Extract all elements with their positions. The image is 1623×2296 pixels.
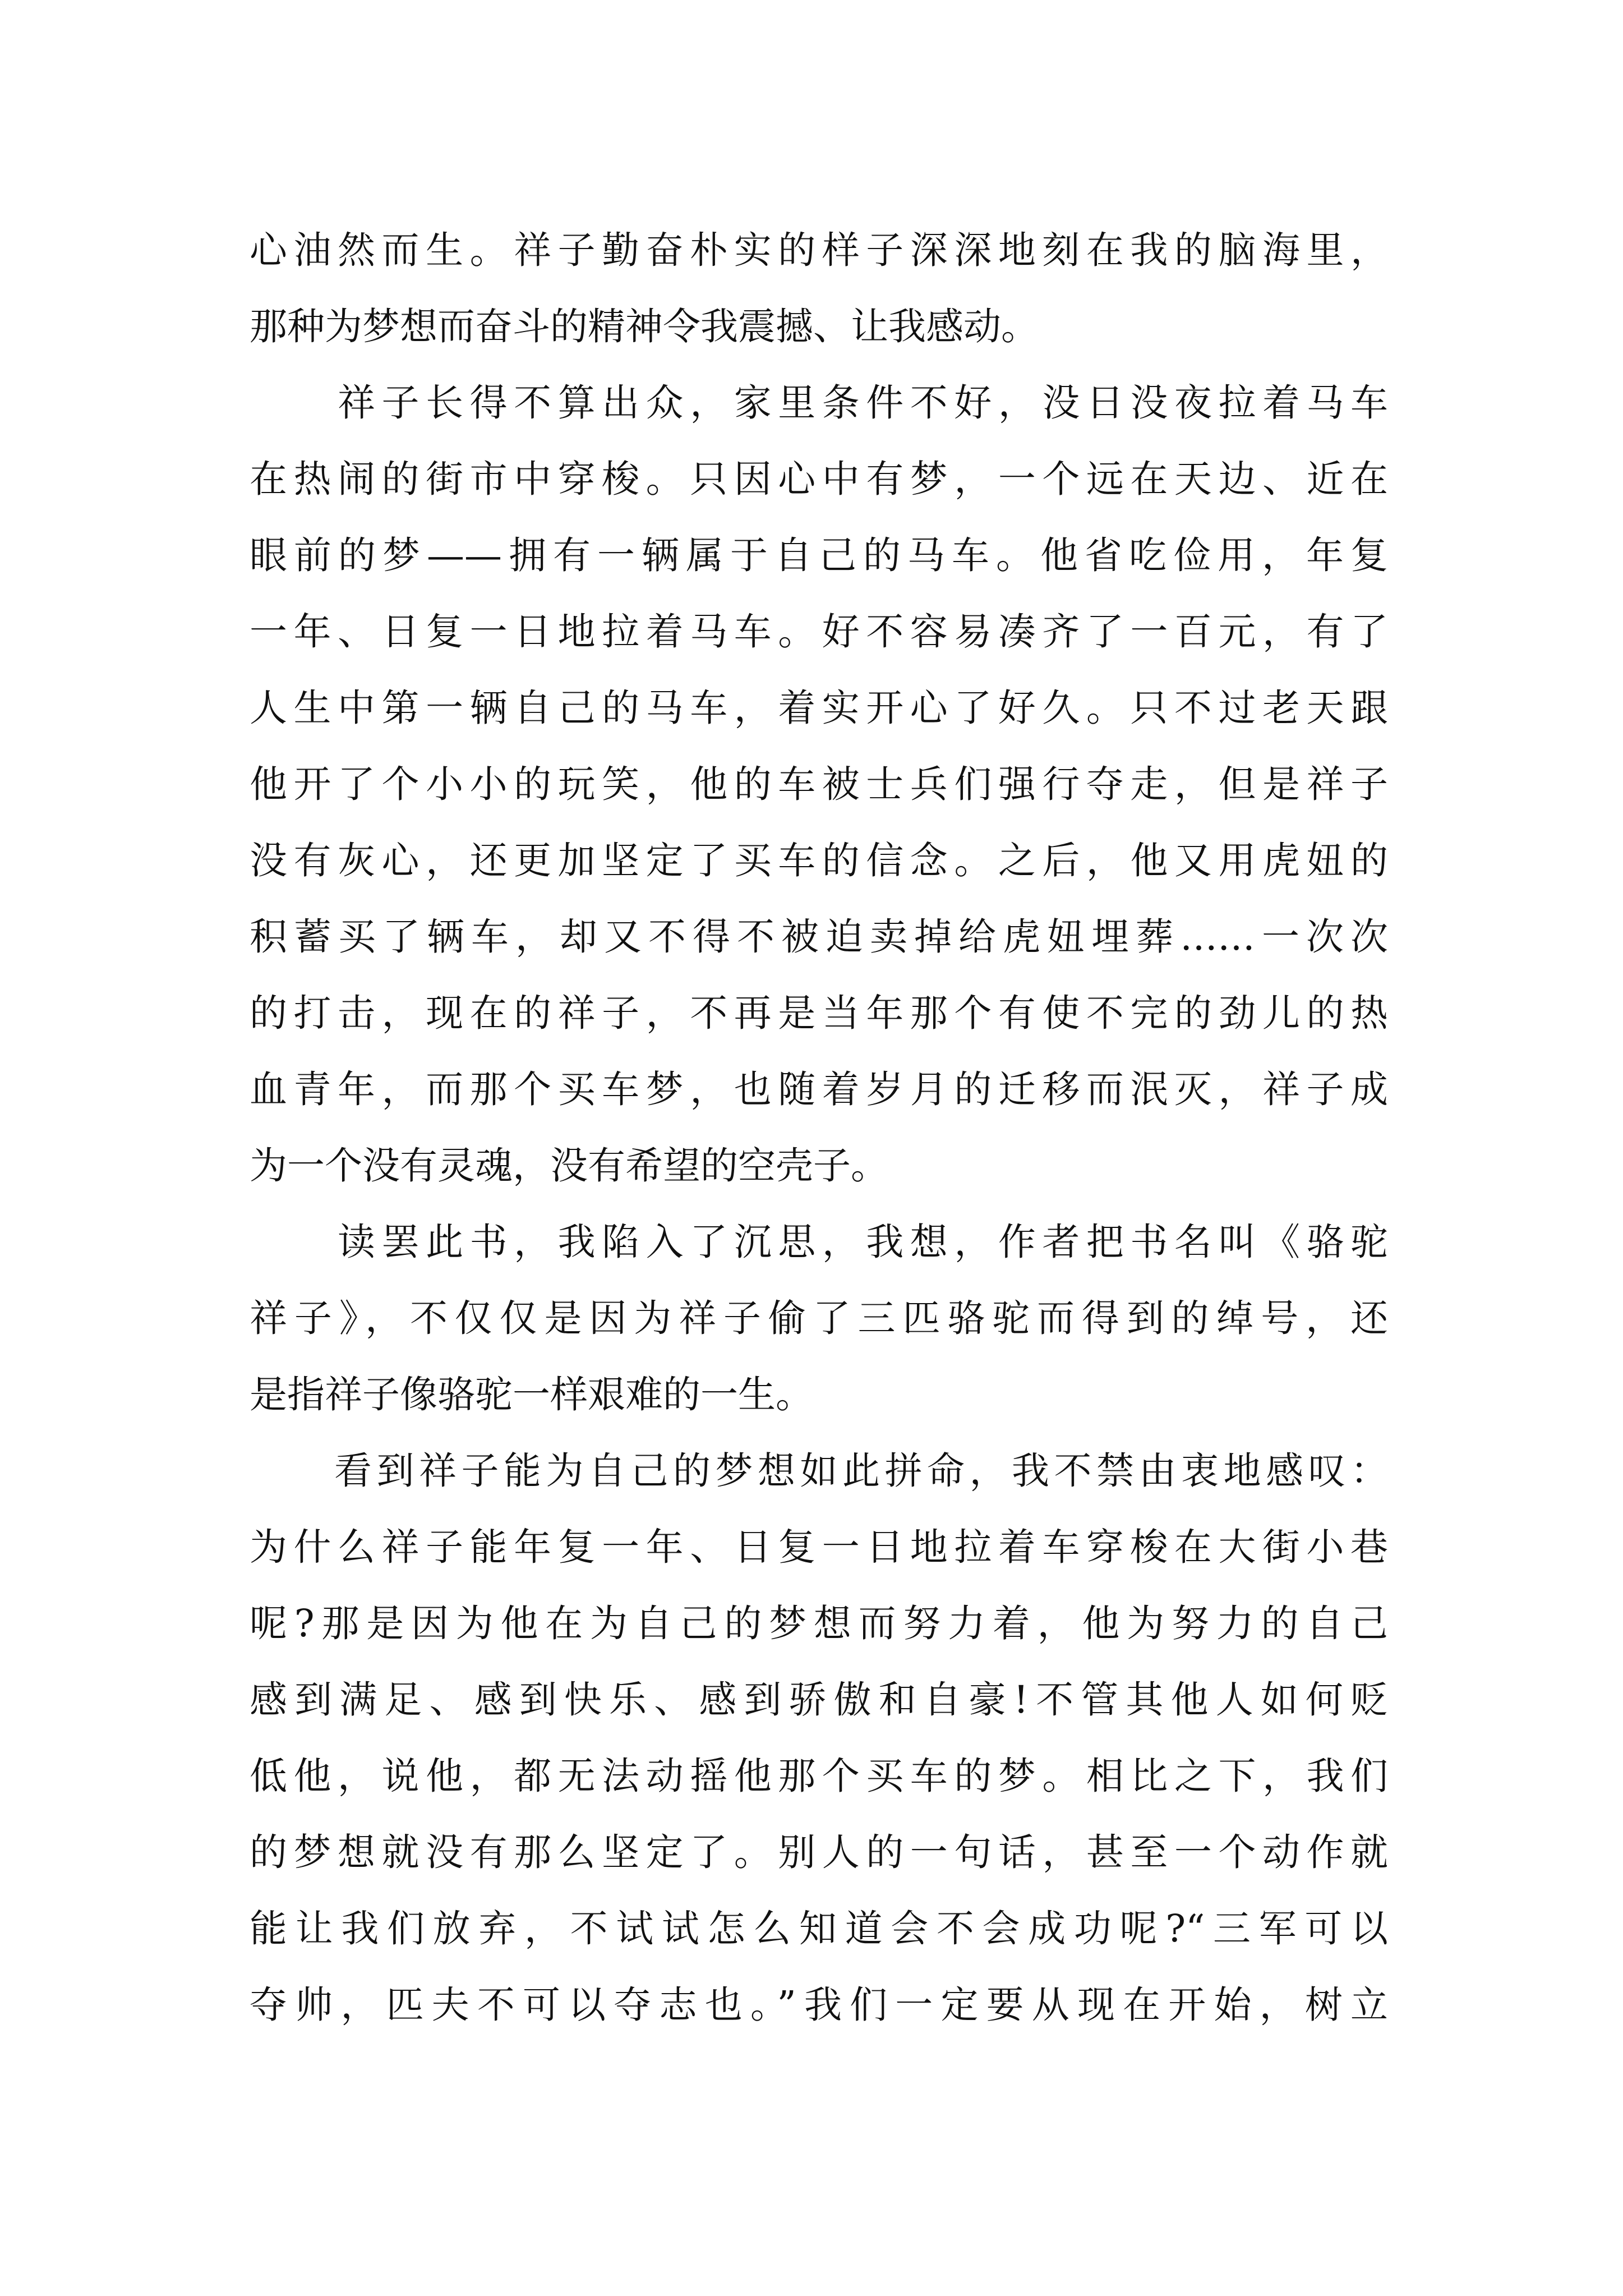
text-line: 低他，说他，都无法动摇他那个买车的梦。相比之下，我们 <box>250 1754 1388 1798</box>
text-line: 看到祥子能为自己的梦想如此拼命，我不禁由衷地感叹： <box>250 1449 1388 1493</box>
text-line: 是指祥子像骆驼一样艰难的一生。 <box>250 1373 813 1416</box>
text-line: 积蓄买了辆车，却又不得不被迫卖掉给虎妞埋葬……一次次 <box>250 915 1388 959</box>
text-line: 心油然而生。祥子勤奋朴实的样子深深地刻在我的脑海里， <box>250 228 1388 272</box>
paragraph <box>250 365 1388 1204</box>
text-line: 为什么祥子能年复一年、日复一日地拉着车穿梭在大街小巷 <box>250 1525 1388 1569</box>
document-body <box>250 212 1388 2043</box>
text-line: 的打击，现在的祥子，不再是当年那个有使不完的劲儿的热 <box>250 991 1388 1035</box>
text-line: 血青年，而那个买车梦，也随着岁月的迁移而泯灭，祥子成 <box>250 1068 1388 1111</box>
text-line: 夺帅，匹夫不可以夺志也。”我们一定要从现在开始，树立 <box>250 1983 1388 2027</box>
text-line: 没有灰心，还更加坚定了买车的信念。之后，他又用虎妞的 <box>250 839 1388 882</box>
text-line: 一年、日复一日地拉着马车。好不容易凑齐了一百元，有了 <box>250 610 1388 654</box>
paragraph <box>250 1433 1388 2043</box>
text-line: 他开了个小小的玩笑，他的车被士兵们强行夺走，但是祥子 <box>250 762 1388 806</box>
text-line: 读罢此书，我陷入了沉思，我想，作者把书名叫《骆驼 <box>250 1220 1388 1264</box>
text-line: 呢?那是因为他在为自己的梦想而努力着，他为努力的自己 <box>250 1602 1388 1645</box>
text-line: 为一个没有灵魂，没有希望的空壳子。 <box>250 1144 888 1188</box>
text-line: 感到满足、感到快乐、感到骄傲和自豪!不管其他人如何贬 <box>250 1678 1388 1722</box>
text-line: 眼前的梦——拥有一辆属于自己的马车。他省吃俭用，年复 <box>250 533 1388 577</box>
text-line: 祥子》，不仅仅是因为祥子偷了三匹骆驼而得到的绰号，还 <box>250 1296 1388 1340</box>
text-line: 那种为梦想而奋斗的精神令我震撼、让我感动。 <box>250 305 1039 348</box>
text-line: 的梦想就没有那么坚定了。别人的一句话，甚至一个动作就 <box>250 1830 1388 1874</box>
paragraph <box>250 212 1388 365</box>
text-line: 人生中第一辆自己的马车，着实开心了好久。只不过老天跟 <box>250 686 1388 730</box>
text-line: 在热闹的街市中穿梭。只因心中有梦，一个远在天边、近在 <box>250 457 1388 501</box>
text-line: 祥子长得不算出众，家里条件不好，没日没夜拉着马车 <box>250 381 1388 425</box>
text-line: 能让我们放弃，不试试怎么知道会不会成功呢?“三军可以 <box>250 1907 1388 1950</box>
paragraph <box>250 1204 1388 1433</box>
